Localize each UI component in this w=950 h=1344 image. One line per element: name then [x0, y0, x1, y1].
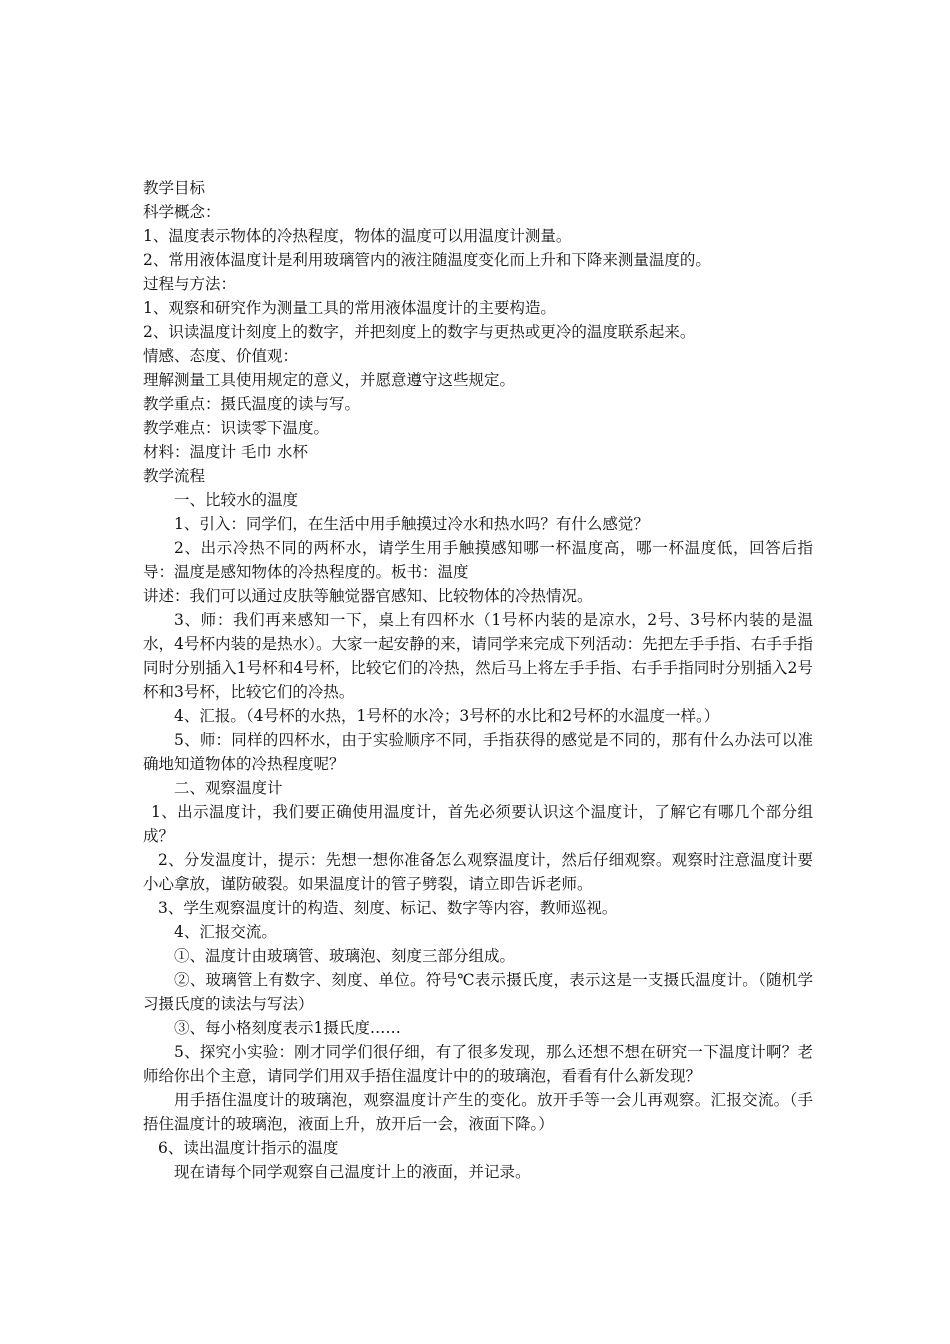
- section-heading-observe-thermometer: 二、观察温度计: [174, 779, 283, 797]
- heading-process-methods: 过程与方法：: [143, 275, 237, 293]
- paragraph: 用手捂住温度计的玻璃泡，观察温度计产生的变化。放开手等一会儿再观察。汇报交流。（手捂住温度计的玻璃泡，液面上升，放开后一会，液面下降。）: [143, 1091, 813, 1133]
- paragraph: 2、分发温度计，提示：先想一想你准备怎么观察温度计，然后仔细观察。观察时注意温度计要小心拿放，谨防破裂。如果温度计的管子劈裂，请立即告诉老师。: [143, 851, 813, 893]
- list-item: ③、每小格刻度表示1摄氏度……: [174, 1019, 401, 1037]
- paragraph: 5、师：同样的四杯水，由于实验顺序不同，手指获得的感觉是不同的，那有什么办法可以准确地知道物体的冷热程度呢？: [143, 731, 813, 773]
- paragraph: 1、引入：同学们，在生活中用手触摸过冷水和热水吗？有什么感觉？: [174, 515, 649, 533]
- paragraph: 2、常用液体温度计是利用玻璃管内的液注随温度变化而上升和下降来测量温度的。: [143, 251, 711, 269]
- paragraph: 现在请每个同学观察自己温度计上的液面，并记录。: [174, 1163, 531, 1181]
- paragraph: 6、读出温度计指示的温度: [158, 1139, 339, 1157]
- list-item: ②、玻璃管上有数字、刻度、单位。符号℃表示摄氏度，表示这是一支摄氏温度计。（随机学习摄氏度的读法与写法）: [143, 971, 813, 1013]
- paragraph: 1、出示温度计，我们要正确使用温度计，首先必须要认识这个温度计，了解它有哪几个部分组成？: [143, 803, 813, 845]
- heading-attitudes: 情感、态度、价值观：: [143, 347, 299, 365]
- paragraph: 2、识读温度计刻度上的数字，并把刻度上的数字与更热或更冷的温度联系起来。: [143, 323, 696, 341]
- paragraph: 讲述：我们可以通过皮肤等触觉器官感知、比较物体的冷热情况。: [143, 587, 593, 605]
- paragraph-key-point: 教学重点：摄氏温度的读与写。: [143, 395, 361, 413]
- paragraph: 5、探究小实验：刚才同学们很仔细，有了很多发现，那么还想不想在研究一下温度计啊？老师给你出个主意，请同学们用双手捂住温度计中的的玻璃泡，看看有什么新发现？: [143, 1043, 813, 1085]
- list-item: ①、温度计由玻璃管、玻璃泡、刻度三部分组成。: [174, 947, 516, 965]
- paragraph: 理解测量工具使用规定的意义，并愿意遵守这些规定。: [143, 371, 516, 389]
- paragraph: 1、观察和研究作为测量工具的常用液体温度计的主要构造。: [143, 299, 556, 317]
- heading-teaching-goals: 教学目标: [143, 179, 206, 197]
- document-body: [143, 176, 813, 1184]
- paragraph: 4、汇报交流。: [174, 923, 277, 941]
- paragraph-difficulty: 教学难点：识读零下温度。: [143, 419, 330, 437]
- section-heading-compare-water: 一、比较水的温度: [174, 491, 299, 509]
- paragraph: 3、学生观察温度计的构造、刻度、标记、数字等内容，教师巡视。: [158, 899, 618, 917]
- paragraph: 2、出示冷热不同的两杯水，请学生用手触摸感知哪一杯温度高，哪一杯温度低，回答后指导：温度是感知物体的冷热程度的。板书：温度: [143, 539, 813, 581]
- paragraph: 4、汇报。（4号杯的水热，1号杯的水冷；3号杯的水比和2号杯的水温度一样。）: [174, 707, 720, 725]
- heading-science-concepts: 科学概念：: [143, 203, 221, 221]
- paragraph: 1、温度表示物体的冷热程度，物体的温度可以用温度计测量。: [143, 227, 572, 245]
- heading-teaching-process: 教学流程: [143, 467, 206, 485]
- paragraph: 3、师：我们再来感知一下，桌上有四杯水（1号杯内装的是凉水，2号、3号杯内装的是温水，4号杯内装的是热水）。大家一起安静的来，请同学来完成下列活动：先把左手手指、右手手指同时分别插入1号杯和4号杯，比较它们的冷热，然后马上将左手手指、右手手指同时分别插入2号杯和3号杯，比较它们的冷热。: [143, 611, 813, 701]
- paragraph-materials: 材料：温度计 毛巾 水杯: [143, 443, 308, 461]
